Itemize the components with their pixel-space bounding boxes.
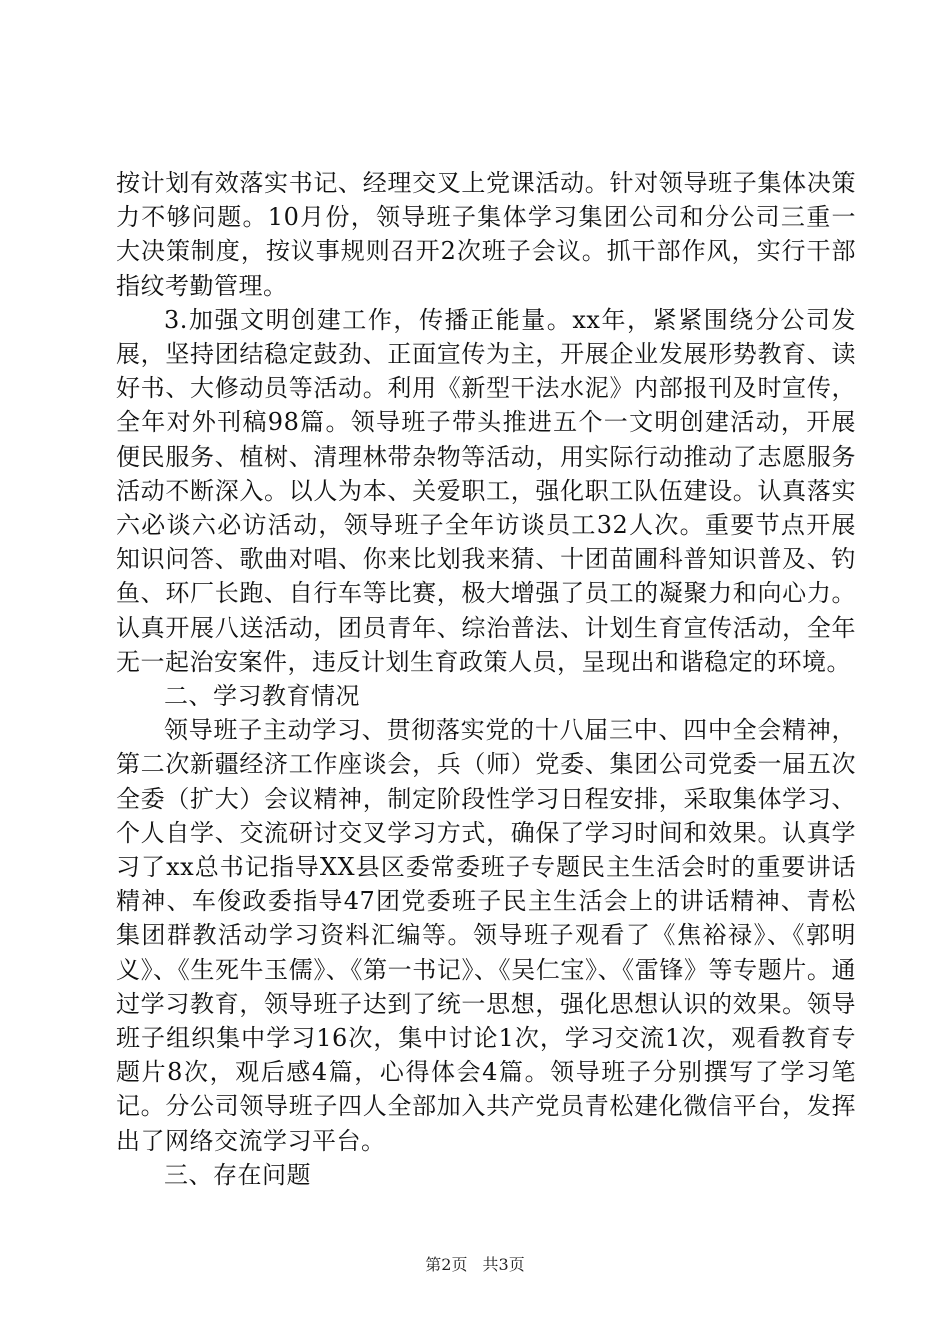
paragraph-intro: 按计划有效落实书记、经理交叉上党课活动。针对领导班子集体决策力不够问题。10月份，领导班子集体学习集团公司和分公司三重一大决策制度，按议事规则召开2次班子会议。抓干部作风，实行干部指纹考勤管理。 [116, 169, 856, 300]
section-heading-problems: 三、存在问题 [164, 1160, 311, 1189]
page-footer [0, 1254, 950, 1276]
document-body [116, 166, 856, 1192]
paragraph-civilization: 3.加强文明创建工作，传播正能量。xx年，紧紧围绕分公司发展，坚持团结稳定鼓劲、正面宣传为主，开展企业发展形势教育、读好书、大修动员等活动。利用《新型干法水泥》内部报刊及时宣传，全年对外刊稿98篇。领导班子带头推进五个一文明创建活动，开展便民服务、植树、清理林带杂物等活动，用实际行动推动了志愿服务活动不断深入。以人为本、关爱职工，强化职工队伍建设。认真落实六必谈六必访活动，领导班子全年访谈员工32人次。重要节点开展知识问答、歌曲对唱、你来比划我来猜、十团苗圃科普知识普及、钓鱼、环厂长跑、自行车等比赛，极大增强了员工的凝聚力和向心力。认真开展八送活动，团员青年、综治普法、计划生育宣传活动，全年无一起治安案件，违反计划生育政策人员，呈现出和谐稳定的环境。 [116, 305, 856, 676]
paragraph-study: 领导班子主动学习、贯彻落实党的十八届三中、四中全会精神，第二次新疆经济工作座谈会，兵（师）党委、集团公司党委一届五次全委（扩大）会议精神，制定阶段性学习日程安排，采取集体学习、个人自学、交流研讨交叉学习方式，确保了学习时间和效果。认真学习了xx总书记指导XX县区委常委班子专题民主生活会时的重要讲话精神、车俊政委指导47团党委班子民主生活会上的讲话精神、青松集团群教活动学习资料汇编等。领导班子观看了《焦裕禄》、《郭明义》、《生死牛玉儒》、《第一书记》、《吴仁宝》、《雷锋》等专题片。通过学习教育，领导班子达到了统一思想，强化思想认识的效果。领导班子组织集中学习16次，集中讨论1次，学习交流1次，观看教育专题片8次，观后感4篇，心得体会4篇。领导班子分别撰写了学习笔记。分公司领导班子四人全部加入共产党员青松建化微信平台，发挥出了网络交流学习平台。 [116, 716, 856, 1155]
page-number: 第2页 [425, 1255, 468, 1274]
page-total: 共3页 [482, 1255, 525, 1274]
section-heading-study: 二、学习教育情况 [164, 682, 360, 711]
